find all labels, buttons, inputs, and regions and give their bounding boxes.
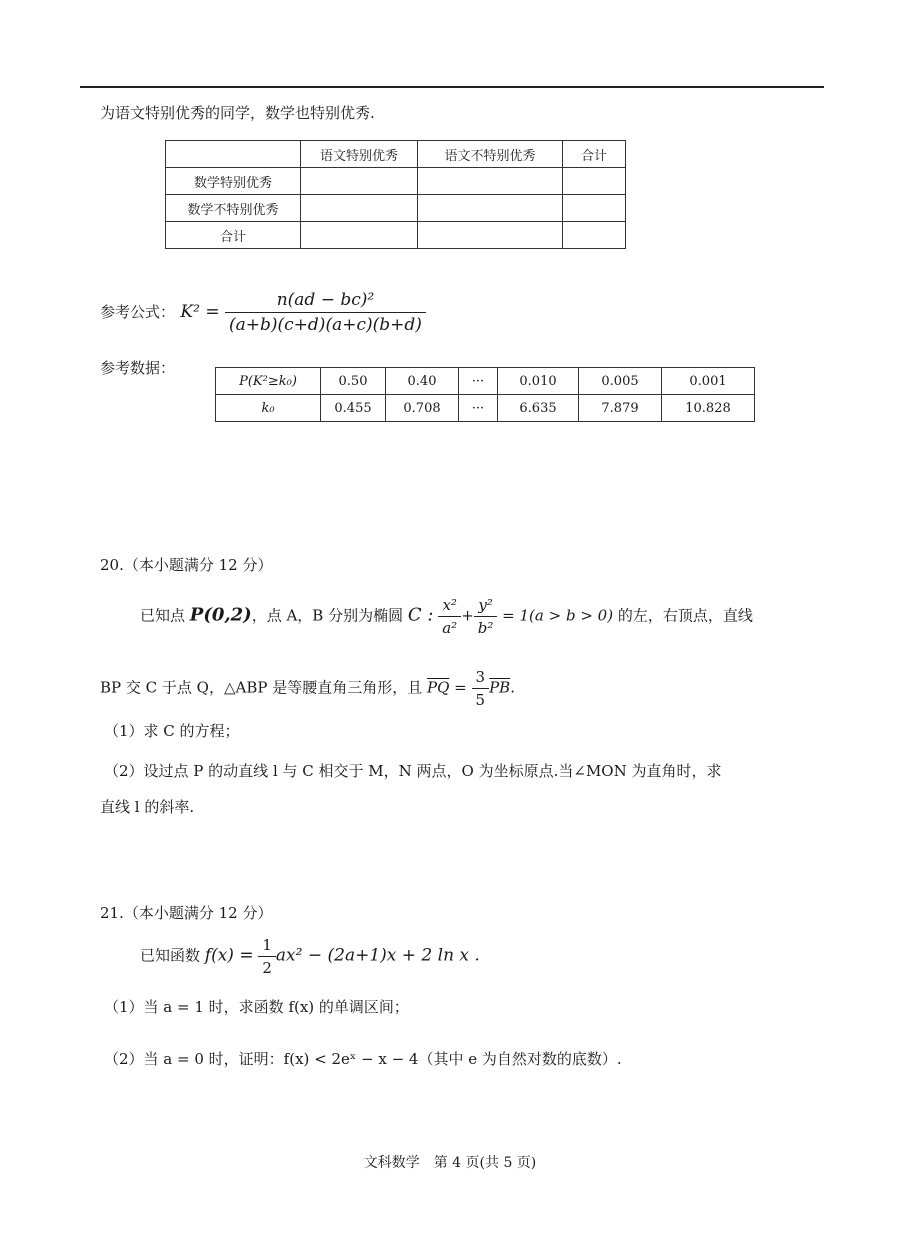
q21-one: 1 — [258, 936, 276, 957]
formula-lhs: K² = — [180, 302, 220, 322]
table-cell — [301, 222, 418, 249]
table-cell — [418, 222, 563, 249]
q20-x2: x² — [438, 596, 461, 617]
q20-frac-y — [474, 596, 498, 637]
table-cell: 7.879 — [579, 395, 662, 422]
table-cell: P(K²≥k₀) — [216, 368, 321, 395]
table-cell — [563, 195, 626, 222]
formula-fraction — [225, 290, 426, 335]
table-cell: 0.455 — [321, 395, 386, 422]
q21-text: 已知函数 — [140, 946, 201, 965]
q20-text: BP 交 C 于点 Q，△ABP 是等腰直角三角形，且 — [100, 678, 423, 697]
table-cell — [418, 195, 563, 222]
q20-eq2: = — [454, 678, 467, 697]
q21-frac-half — [258, 936, 276, 977]
q20-text: 的左，右顶点，直线 — [617, 606, 753, 625]
q20-plus: + — [461, 606, 474, 625]
q20-three: 3 — [472, 668, 490, 689]
q20-five: 5 — [475, 691, 486, 709]
q20-stem — [140, 596, 753, 637]
table-cell: 6.635 — [498, 395, 579, 422]
q21-f-lhs: f(x) = — [204, 945, 254, 966]
table-header: 语文不特别优秀 — [418, 141, 563, 168]
table-cell: k₀ — [216, 395, 321, 422]
formula — [100, 290, 426, 335]
intro-line: 为语文特别优秀的同学，数学也特别优秀. — [100, 104, 375, 122]
q20-eq: = 1(a > b > 0) — [502, 606, 614, 625]
table-cell — [418, 168, 563, 195]
contingency-table — [165, 140, 626, 249]
table-row-label: 合计 — [166, 222, 301, 249]
q20-text: ，点 A，B 分别为椭圆 — [251, 606, 404, 625]
top-rule — [80, 86, 824, 88]
q21-stem — [140, 936, 480, 977]
q20-part2: （2）设过点 P 的动直线 l 与 C 相交于 M，N 两点，O 为坐标原点.当∠MON 为直角时，求 — [104, 762, 722, 780]
formula-label: 参考公式： — [100, 303, 176, 321]
reference-table — [215, 367, 755, 422]
q20-ellipse-c: C : — [407, 604, 434, 626]
table-cell: 0.001 — [662, 368, 755, 395]
table-cell — [563, 222, 626, 249]
q21-f-rhs: ax² − (2a+1)x + 2 ln x . — [275, 945, 480, 966]
table-cell — [301, 195, 418, 222]
q21-part1: （1）当 a = 1 时，求函数 f(x) 的单调区间； — [104, 998, 409, 1016]
table-row-label: 数学特别优秀 — [166, 168, 301, 195]
q20-frac-3-5 — [472, 668, 490, 709]
table-cell — [563, 168, 626, 195]
q20-frac-x — [438, 596, 461, 637]
q20-vec-pq: $\overline{PQ}$ — [427, 678, 450, 697]
table-header: 合计 — [563, 141, 626, 168]
q21-two: 2 — [262, 959, 272, 977]
table-cell: 0.40 — [386, 368, 459, 395]
table-cell: ··· — [459, 368, 498, 395]
table-cell — [166, 141, 301, 168]
q20-vec-pb: $\overline{PB}$ — [489, 678, 511, 697]
q20-part1: （1）求 C 的方程； — [104, 722, 240, 740]
q20-a2: a² — [442, 619, 458, 637]
q20-part2-cont: 直线 l 的斜率. — [100, 798, 195, 816]
q21-part2: （2）当 a = 0 时，证明：f(x) < 2eˣ − x − 4（其中 e 为自然对数的底数）. — [104, 1050, 622, 1068]
page-footer: 文科数学 第 4 页(共 5 页) — [363, 1155, 537, 1171]
formula-denominator: (a+b)(c+d)(a+c)(b+d) — [229, 315, 422, 335]
table-cell: 10.828 — [662, 395, 755, 422]
formula-numerator: n(ad − bc)² — [225, 290, 426, 313]
q20-line2 — [100, 668, 515, 709]
q20-b2: b² — [477, 619, 494, 637]
ref-data-label: 参考数据： — [100, 359, 176, 377]
table-cell — [301, 168, 418, 195]
q20-point-p: P(0,2) — [189, 604, 252, 626]
table-header: 语文特别优秀 — [301, 141, 418, 168]
table-cell: 0.708 — [386, 395, 459, 422]
q20-text: 已知点 — [140, 606, 186, 625]
table-cell: ··· — [459, 395, 498, 422]
table-cell: 0.010 — [498, 368, 579, 395]
table-row-label: 数学不特别优秀 — [166, 195, 301, 222]
table-cell: 0.005 — [579, 368, 662, 395]
q20-y2: y² — [474, 596, 498, 617]
q20-title: 20.（本小题满分 12 分） — [100, 556, 273, 574]
q21-title: 21.（本小题满分 12 分） — [100, 904, 273, 922]
q20-period: . — [510, 678, 515, 697]
table-cell: 0.50 — [321, 368, 386, 395]
